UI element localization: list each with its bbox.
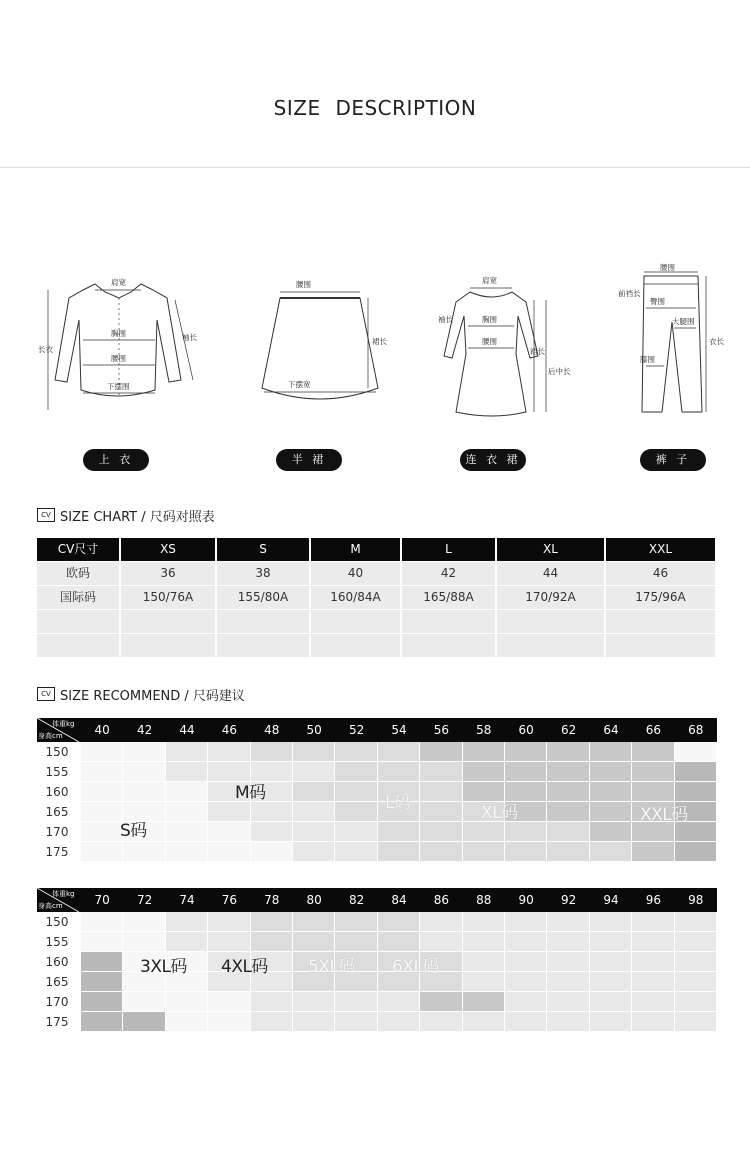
garment-label-pants: 裤 子 <box>640 449 706 471</box>
recommend-cell <box>166 802 208 822</box>
size-chart-cell <box>402 634 497 657</box>
recommend-cell <box>463 1012 505 1032</box>
recommend-cell <box>335 762 377 782</box>
recommend-cell <box>293 822 335 842</box>
recommend-cell <box>547 932 589 952</box>
recommend-cell <box>505 912 547 932</box>
recommend-cell <box>547 782 589 802</box>
recommend-cell <box>420 842 462 862</box>
recommend-cell <box>675 742 717 762</box>
recommend-cell <box>81 932 123 952</box>
recommend-cell <box>123 912 165 932</box>
weight-header-cell: 76 <box>221 893 238 907</box>
recommend-cell <box>293 842 335 862</box>
size-chart-cell: 170/92A <box>497 586 606 609</box>
cv-badge: CV <box>37 687 55 701</box>
size-chart-cell: 155/80A <box>217 586 311 609</box>
recommend-cell <box>335 782 377 802</box>
recommend-cell <box>420 992 462 1012</box>
size-chart-cell: 36 <box>121 562 217 585</box>
recommend-cell <box>590 822 632 842</box>
recommend-cell <box>420 1012 462 1032</box>
shirt-label-waist: 腰围 <box>111 354 126 363</box>
recommend-cell <box>420 742 462 762</box>
recommend-cell <box>547 992 589 1012</box>
skirt-label-length: 裙长 <box>372 337 387 346</box>
recommend-cell <box>590 742 632 762</box>
recommend-cell <box>463 952 505 972</box>
size-chart-cell: 38 <box>217 562 311 585</box>
recommend-cell <box>463 742 505 762</box>
recommend-cell <box>293 992 335 1012</box>
weight-header-cell: 82 <box>348 893 365 907</box>
recommend-cell <box>632 1012 674 1032</box>
weight-header-cell: 78 <box>264 893 280 907</box>
weight-header-cell: 96 <box>645 893 662 907</box>
recommend-cell <box>251 1012 293 1032</box>
size-zone-label: 3XL码 <box>140 957 187 977</box>
recommend-cell <box>590 762 632 782</box>
recommend-cell <box>166 992 208 1012</box>
weight-header-cell: 48 <box>264 723 280 737</box>
recommend-cell <box>463 912 505 932</box>
weight-header-cell: 50 <box>306 723 322 737</box>
recommend-cell <box>547 802 589 822</box>
recommend-cell <box>208 1012 250 1032</box>
dress-label-length: 裙长 <box>530 347 545 356</box>
recommend-cell <box>420 912 462 932</box>
recommend-cell <box>335 912 377 932</box>
recommend-cell <box>123 742 165 762</box>
recommend-cell <box>675 1012 717 1032</box>
height-row-label: 160 <box>45 785 69 799</box>
recommend-cell <box>378 842 420 862</box>
recommend-cell <box>420 782 462 802</box>
recommend-cell <box>505 992 547 1012</box>
recommend-cell <box>463 972 505 992</box>
recommend-cell <box>632 822 674 842</box>
garment-label-skirt: 半 裙 <box>276 449 342 471</box>
recommend-cell <box>251 912 293 932</box>
size-chart-cell <box>217 610 311 633</box>
recommend-cell <box>632 932 674 952</box>
recommend-cell <box>675 972 717 992</box>
recommend-cell <box>547 842 589 862</box>
dress-label-waist: 腰围 <box>482 337 497 346</box>
weight-header-cell: 94 <box>603 893 619 907</box>
size-chart-header <box>37 538 717 561</box>
weight-header-cell: 40 <box>94 723 110 737</box>
dress-label-back: 后中长 <box>548 367 571 376</box>
garment-label-dress: 连 衣 裙 <box>460 449 526 471</box>
recommend-cell <box>505 822 547 842</box>
pants-label-waist: 腰围 <box>660 263 675 272</box>
recommend-cell <box>208 742 250 762</box>
recommend-cell <box>632 952 674 972</box>
recommend-cell <box>547 952 589 972</box>
recommend-cell <box>293 782 335 802</box>
recommend-cell <box>208 992 250 1012</box>
recommend-cell <box>81 762 123 782</box>
shirt-label-sleeve: 袖长 <box>182 333 197 342</box>
recommend-cell <box>590 912 632 932</box>
height-row-label: 175 <box>45 845 69 859</box>
recommend-cell <box>547 822 589 842</box>
recommend-cell <box>123 782 165 802</box>
size-chart-row <box>37 634 717 657</box>
recommend-cell <box>123 992 165 1012</box>
recommend-cell <box>293 1012 335 1032</box>
recommend-cell <box>293 802 335 822</box>
recommend-cell <box>378 992 420 1012</box>
recommend-cell <box>293 762 335 782</box>
recommend-cell <box>251 932 293 952</box>
recommend-cell <box>208 822 250 842</box>
recommend-cell <box>81 782 123 802</box>
cv-badge: CV <box>37 508 55 522</box>
weight-header-cell: 70 <box>94 893 110 907</box>
size-zone-label: S码 <box>120 821 147 841</box>
dress-diagram-icon <box>430 270 570 420</box>
recommend-cell <box>632 992 674 1012</box>
weight-header-cell: 42 <box>136 723 153 737</box>
recommend-cell <box>378 1012 420 1032</box>
size-zone-label: 6XL码 <box>392 957 439 977</box>
recommend-cell <box>208 842 250 862</box>
size-chart-cell: L <box>402 538 497 561</box>
recommend-cell <box>335 992 377 1012</box>
size-chart-cell: 150/76A <box>121 586 217 609</box>
recommend-cell <box>81 1012 123 1032</box>
size-chart-title: SIZE CHART / 尺码对照表 <box>60 509 215 525</box>
recommend-cell <box>81 912 123 932</box>
recommend-cell <box>463 992 505 1012</box>
size-chart-cell <box>606 610 717 633</box>
weight-header-cell: 92 <box>560 893 577 907</box>
page-title: SIZE DESCRIPTION <box>273 96 477 120</box>
size-chart-cell: 40 <box>311 562 402 585</box>
recommend-cell <box>632 912 674 932</box>
weight-unit-label: 体重kg <box>52 890 75 898</box>
weight-height-corner <box>37 718 79 742</box>
height-row-label: 160 <box>45 955 69 969</box>
recommend-cell <box>293 742 335 762</box>
size-chart-cell: XL <box>497 538 606 561</box>
recommend-cell <box>505 952 547 972</box>
recommend-cell <box>166 822 208 842</box>
dress-label-shoulder: 肩宽 <box>482 276 497 285</box>
weight-header-cell: 52 <box>348 723 365 737</box>
recommend-cell <box>335 822 377 842</box>
weight-header-cell: 66 <box>645 723 662 737</box>
weight-header-cell: 60 <box>518 723 534 737</box>
recommend-cell <box>590 782 632 802</box>
recommend-cell <box>547 972 589 992</box>
size-chart-cell: M <box>311 538 402 561</box>
garment-skirt <box>240 270 390 420</box>
recommend-cell <box>590 1012 632 1032</box>
garment-shirt <box>35 270 205 420</box>
recommend-cell <box>590 802 632 822</box>
weight-header-cell: 98 <box>688 893 704 907</box>
shirt-label-length: 长衣 <box>38 345 53 354</box>
skirt-diagram-icon <box>240 270 390 420</box>
recommend-cell <box>463 932 505 952</box>
size-zone-label: L码 <box>385 793 411 813</box>
recommend-cell <box>166 782 208 802</box>
shirt-diagram-icon <box>35 270 205 420</box>
height-row-label: 150 <box>45 745 69 759</box>
size-chart-cell <box>311 610 402 633</box>
garment-label-shirt: 上 衣 <box>83 449 149 471</box>
pants-label-hip: 臀围 <box>650 297 665 306</box>
recommend-cell <box>251 742 293 762</box>
recommend-cell <box>675 952 717 972</box>
weight-header-cell: 46 <box>221 723 238 737</box>
size-chart-cell <box>37 610 121 633</box>
size-zone-label: XL码 <box>481 803 518 823</box>
recommend-cell <box>166 1012 208 1032</box>
recommend-cell <box>378 932 420 952</box>
recommend-cell <box>675 782 717 802</box>
size-chart-cell <box>217 634 311 657</box>
weight-header-cell: 90 <box>518 893 534 907</box>
weight-header-cell: 68 <box>688 723 704 737</box>
weight-header-cell: 62 <box>560 723 577 737</box>
recommend-cell <box>166 842 208 862</box>
dress-label-sleeve: 袖长 <box>438 315 453 324</box>
size-chart-heading <box>37 506 215 524</box>
dress-label-chest: 胸围 <box>482 315 497 324</box>
height-row-label: 165 <box>45 975 69 989</box>
recommend-cell <box>675 932 717 952</box>
size-chart-cell: CV尺寸 <box>37 538 121 561</box>
size-recommend-grid-2 <box>37 888 717 1032</box>
recommend-cell <box>335 932 377 952</box>
recommend-cell <box>675 762 717 782</box>
height-row-label: 150 <box>45 915 69 929</box>
recommend-cell <box>251 802 293 822</box>
recommend-cell <box>251 842 293 862</box>
size-chart-cell: 165/88A <box>402 586 497 609</box>
recommend-cell <box>632 842 674 862</box>
recommend-cell <box>590 842 632 862</box>
height-row-label: 165 <box>45 805 69 819</box>
size-chart-cell <box>121 634 217 657</box>
recommend-cell <box>675 842 717 862</box>
recommend-cell <box>632 972 674 992</box>
weight-unit-label: 体重kg <box>52 720 75 728</box>
height-row-label: 170 <box>45 825 69 839</box>
pants-label-knee: 膝围 <box>640 355 655 364</box>
height-row-label: 175 <box>45 1015 69 1029</box>
garment-pants <box>610 262 724 420</box>
recommend-cell <box>547 762 589 782</box>
garment-dress <box>430 270 570 420</box>
recommend-cell <box>632 742 674 762</box>
size-recommend-title: SIZE RECOMMEND / 尺码建议 <box>60 688 245 704</box>
recommend-cell <box>590 932 632 952</box>
height-unit-label: 身高cm <box>38 732 63 740</box>
size-zone-label: 4XL码 <box>221 957 268 977</box>
recommend-cell <box>335 842 377 862</box>
skirt-label-hem: 下摆宽 <box>288 380 311 389</box>
weight-header-cell: 64 <box>603 723 619 737</box>
height-row-label: 155 <box>45 935 69 949</box>
recommend-cell <box>293 932 335 952</box>
size-chart-cell: 175/96A <box>606 586 717 609</box>
skirt-label-waist: 腰围 <box>296 280 311 289</box>
recommend-cell <box>675 822 717 842</box>
recommend-cell <box>208 802 250 822</box>
weight-header-cell: 58 <box>476 723 492 737</box>
size-zone-label: M码 <box>235 783 266 803</box>
size-chart-cell: S <box>217 538 311 561</box>
size-chart-cell: XS <box>121 538 217 561</box>
recommend-cell <box>81 802 123 822</box>
recommend-cell <box>590 992 632 1012</box>
shirt-label-hem: 下摆围 <box>107 382 130 391</box>
recommend-cell <box>547 742 589 762</box>
size-chart-cell <box>402 610 497 633</box>
size-chart-cell <box>497 610 606 633</box>
weight-height-corner <box>37 888 79 912</box>
recommend-cell <box>251 822 293 842</box>
weight-header-cell: 86 <box>433 893 450 907</box>
size-chart-cell: 42 <box>402 562 497 585</box>
size-recommend-grid-1 <box>37 718 717 862</box>
pants-label-thigh: 大腿围 <box>672 317 695 326</box>
size-zone-label: 5XL码 <box>308 957 355 977</box>
pants-label-length: 衣长 <box>709 337 724 346</box>
recommend-cell <box>463 842 505 862</box>
size-chart-cell <box>121 610 217 633</box>
recommend-cell <box>632 782 674 802</box>
recommend-cell <box>420 822 462 842</box>
height-row-label: 170 <box>45 995 69 1009</box>
weight-header-cell: 84 <box>391 893 407 907</box>
recommend-cell <box>81 972 123 992</box>
recommend-cell <box>335 1012 377 1032</box>
recommend-cell <box>208 932 250 952</box>
pants-label-rise: 前裆长 <box>618 289 641 298</box>
recommend-cell <box>505 932 547 952</box>
size-chart-cell: 160/84A <box>311 586 402 609</box>
recommend-cell <box>335 802 377 822</box>
size-chart-row <box>37 610 717 633</box>
shirt-label-shoulder: 肩宽 <box>111 278 126 287</box>
recommend-cell <box>505 762 547 782</box>
weight-header-cell: 44 <box>179 723 195 737</box>
recommend-cell <box>166 912 208 932</box>
recommend-cell <box>166 932 208 952</box>
recommend-cell <box>505 1012 547 1032</box>
recommend-cell <box>505 972 547 992</box>
recommend-cell <box>463 822 505 842</box>
recommend-cell <box>378 912 420 932</box>
recommend-cell <box>675 992 717 1012</box>
size-chart-cell: XXL <box>606 538 717 561</box>
recommend-cell <box>420 932 462 952</box>
size-chart-cell <box>497 634 606 657</box>
size-recommend-heading <box>37 685 245 703</box>
recommend-cell <box>505 742 547 762</box>
recommend-cell <box>208 912 250 932</box>
recommend-cell <box>335 742 377 762</box>
size-chart-cell: 国际码 <box>37 586 121 609</box>
recommend-cell <box>166 762 208 782</box>
pants-diagram-icon <box>610 262 724 420</box>
height-row-label: 155 <box>45 765 69 779</box>
recommend-cell <box>632 762 674 782</box>
size-chart-cell: 46 <box>606 562 717 585</box>
recommend-cell <box>378 822 420 842</box>
recommend-cell <box>463 762 505 782</box>
recommend-cell <box>675 912 717 932</box>
recommend-cell <box>420 802 462 822</box>
size-chart-cell <box>606 634 717 657</box>
recommend-cell <box>81 742 123 762</box>
recommend-cell <box>123 842 165 862</box>
recommend-cell <box>123 762 165 782</box>
size-chart-row <box>37 586 717 609</box>
recommend-cell <box>547 912 589 932</box>
recommend-cell <box>251 992 293 1012</box>
weight-header-cell: 88 <box>476 893 492 907</box>
weight-header-cell: 54 <box>391 723 407 737</box>
recommend-cell <box>81 952 123 972</box>
weight-header-cell: 74 <box>179 893 195 907</box>
recommend-cell <box>547 1012 589 1032</box>
title-divider <box>0 167 750 168</box>
recommend-cell <box>378 762 420 782</box>
recommend-cell <box>378 742 420 762</box>
weight-header-cell: 72 <box>136 893 153 907</box>
recommend-cell <box>81 842 123 862</box>
size-chart-cell: 44 <box>497 562 606 585</box>
weight-header-cell: 80 <box>306 893 322 907</box>
size-chart-cell: 欧码 <box>37 562 121 585</box>
size-chart-cell <box>37 634 121 657</box>
recommend-cell <box>590 972 632 992</box>
weight-header-cell: 56 <box>433 723 450 737</box>
recommend-cell <box>123 1012 165 1032</box>
recommend-cell <box>590 952 632 972</box>
recommend-cell <box>293 912 335 932</box>
recommend-cell <box>123 932 165 952</box>
recommend-cell <box>166 742 208 762</box>
size-chart-row <box>37 562 717 585</box>
recommend-cell <box>81 822 123 842</box>
recommend-cell <box>505 842 547 862</box>
shirt-label-chest: 胸围 <box>111 329 126 338</box>
height-unit-label: 身高cm <box>38 902 63 910</box>
size-chart-cell <box>311 634 402 657</box>
recommend-cell <box>420 762 462 782</box>
size-zone-label: XXL码 <box>640 805 688 825</box>
recommend-cell <box>81 992 123 1012</box>
